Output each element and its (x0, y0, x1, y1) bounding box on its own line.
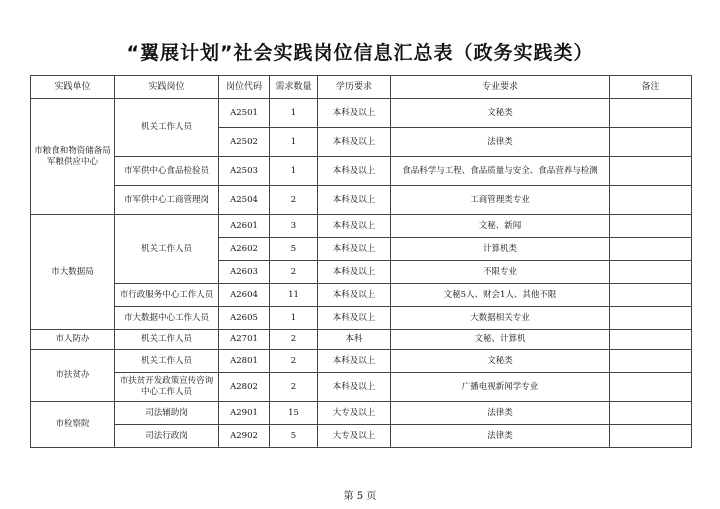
count-cell: 2 (270, 330, 318, 350)
count-cell: 1 (270, 157, 318, 186)
post-cell: 市扶贫开发政策宣传咨询中心工作人员 (115, 373, 219, 402)
table-row (31, 373, 692, 402)
major-cell: 工商管理类专业 (391, 186, 610, 215)
code-cell: A2801 (219, 350, 270, 373)
table-row (31, 350, 692, 373)
table-row (31, 402, 692, 425)
table-row (31, 425, 692, 448)
major-cell: 文秘、计算机 (391, 330, 610, 350)
count-cell: 2 (270, 186, 318, 215)
note-cell (610, 186, 692, 215)
note-cell (610, 307, 692, 330)
code-cell: A2503 (219, 157, 270, 186)
note-cell (610, 330, 692, 350)
code-cell: A2902 (219, 425, 270, 448)
count-cell: 2 (270, 350, 318, 373)
edu-cell: 本科及以上 (318, 215, 391, 238)
count-cell: 5 (270, 238, 318, 261)
positions-table (30, 75, 692, 448)
code-cell: A2604 (219, 284, 270, 307)
code-cell: A2602 (219, 238, 270, 261)
major-cell: 广播电视新闻学专业 (391, 373, 610, 402)
post-cell: 机关工作人员 (115, 330, 219, 350)
edu-cell: 本科及以上 (318, 99, 391, 128)
table-row (31, 186, 692, 215)
major-cell: 文秘、新闻 (391, 215, 610, 238)
count-cell: 3 (270, 215, 318, 238)
unit-cell: 市扶贫办 (31, 350, 115, 402)
table-row (31, 215, 692, 238)
edu-cell: 本科及以上 (318, 373, 391, 402)
edu-cell: 本科及以上 (318, 307, 391, 330)
code-cell: A2502 (219, 128, 270, 157)
count-cell: 1 (270, 99, 318, 128)
table-header-row (31, 76, 692, 99)
unit-cell: 市人防办 (31, 330, 115, 350)
table-row (31, 307, 692, 330)
count-cell: 2 (270, 373, 318, 402)
edu-cell: 本科及以上 (318, 238, 391, 261)
post-cell: 市大数据中心工作人员 (115, 307, 219, 330)
major-cell: 法律类 (391, 402, 610, 425)
note-cell (610, 238, 692, 261)
header-code: 岗位代码 (219, 76, 270, 99)
unit-cell: 市检察院 (31, 402, 115, 448)
code-cell: A2504 (219, 186, 270, 215)
edu-cell: 大专及以上 (318, 425, 391, 448)
code-cell: A2701 (219, 330, 270, 350)
table-row (31, 284, 692, 307)
header-major: 专业要求 (391, 76, 610, 99)
edu-cell: 本科及以上 (318, 350, 391, 373)
code-cell: A2605 (219, 307, 270, 330)
major-cell: 法律类 (391, 425, 610, 448)
note-cell (610, 128, 692, 157)
major-cell: 文秘类 (391, 99, 610, 128)
post-cell: 市军供中心食品检验员 (115, 157, 219, 186)
edu-cell: 本科及以上 (318, 157, 391, 186)
post-cell: 司法行政岗 (115, 425, 219, 448)
count-cell: 2 (270, 261, 318, 284)
code-cell: A2603 (219, 261, 270, 284)
major-cell: 大数据相关专业 (391, 307, 610, 330)
edu-cell: 大专及以上 (318, 402, 391, 425)
note-cell (610, 284, 692, 307)
major-cell: 食品科学与工程、食品质量与安全、食品营养与检测 (391, 157, 610, 186)
note-cell (610, 157, 692, 186)
unit-cell: 市粮食和物资储备局军粮供应中心 (31, 99, 115, 215)
page-number: 第 5 页 (343, 491, 377, 502)
post-cell: 机关工作人员 (115, 350, 219, 373)
edu-cell: 本科 (318, 330, 391, 350)
count-cell: 1 (270, 307, 318, 330)
edu-cell: 本科及以上 (318, 186, 391, 215)
major-cell: 计算机类 (391, 238, 610, 261)
table-row (31, 99, 692, 128)
header-post: 实践岗位 (115, 76, 219, 99)
post-cell: 市军供中心工商管理岗 (115, 186, 219, 215)
page-title: “翼展计划”社会实践岗位信息汇总表（政务实践类） (126, 42, 594, 64)
header-count: 需求数量 (270, 76, 318, 99)
note-cell (610, 99, 692, 128)
major-cell: 文秘5人、财会1人、其他不限 (391, 284, 610, 307)
count-cell: 1 (270, 128, 318, 157)
note-cell (610, 215, 692, 238)
count-cell: 5 (270, 425, 318, 448)
post-cell: 市行政服务中心工作人员 (115, 284, 219, 307)
count-cell: 15 (270, 402, 318, 425)
post-cell: 司法辅助岗 (115, 402, 219, 425)
note-cell (610, 261, 692, 284)
major-cell: 不限专业 (391, 261, 610, 284)
table-row (31, 330, 692, 350)
code-cell: A2802 (219, 373, 270, 402)
code-cell: A2501 (219, 99, 270, 128)
post-cell: 机关工作人员 (115, 99, 219, 157)
major-cell: 文秘类 (391, 350, 610, 373)
note-cell (610, 425, 692, 448)
note-cell (610, 373, 692, 402)
header-unit: 实践单位 (31, 76, 115, 99)
header-note: 备注 (610, 76, 692, 99)
note-cell (610, 402, 692, 425)
table-row (31, 157, 692, 186)
unit-cell: 市大数据局 (31, 215, 115, 330)
header-edu: 学历要求 (318, 76, 391, 99)
edu-cell: 本科及以上 (318, 261, 391, 284)
major-cell: 法律类 (391, 128, 610, 157)
code-cell: A2901 (219, 402, 270, 425)
post-cell: 机关工作人员 (115, 215, 219, 284)
edu-cell: 本科及以上 (318, 128, 391, 157)
count-cell: 11 (270, 284, 318, 307)
edu-cell: 本科及以上 (318, 284, 391, 307)
note-cell (610, 350, 692, 373)
code-cell: A2601 (219, 215, 270, 238)
